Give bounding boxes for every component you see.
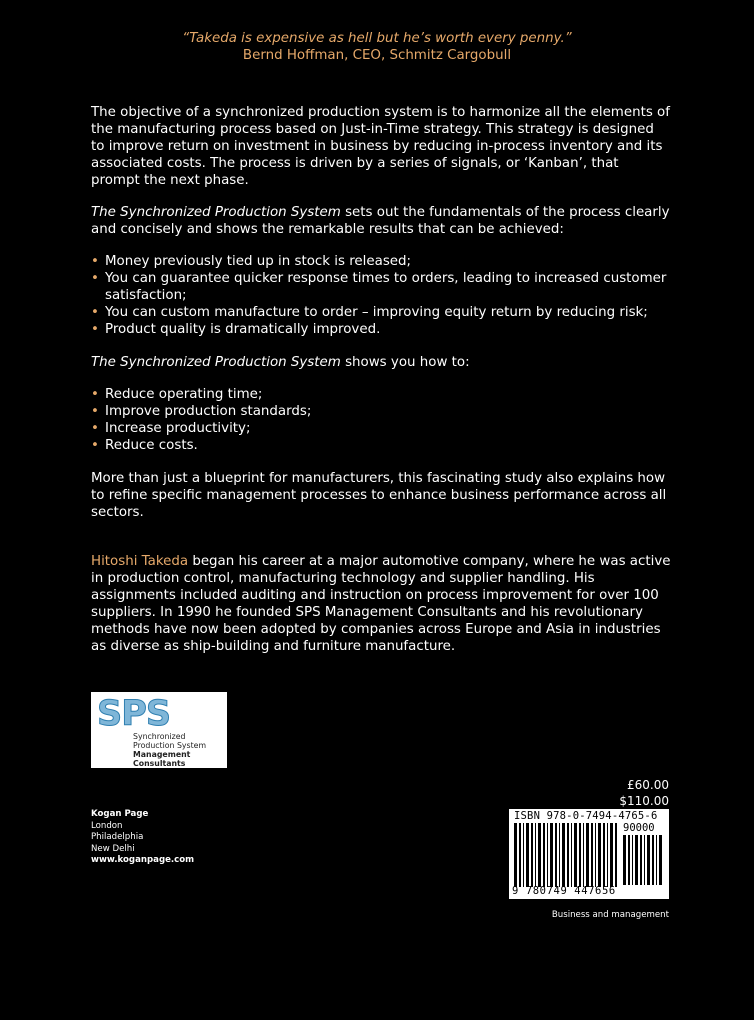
barcode-bar [635,835,638,885]
publisher-city: New Delhi [91,843,135,854]
bullet-icon: • [91,271,99,286]
isbn-label: ISBN 978-0-7494-4765-6 [514,810,658,822]
bullet-icon: • [91,305,99,320]
barcode-bar [659,835,662,885]
barcode-bar [562,823,565,887]
bullet-icon: • [91,387,99,402]
list-item-text: Reduce costs. [105,438,198,453]
barcode-bar [571,823,572,887]
ean-digits: 9 780749 447656 [512,885,616,897]
blurb [91,104,671,670]
barcode-bar [567,823,569,887]
list-item [91,321,671,338]
publisher-city: London [91,820,123,831]
quote-attribution: Bernd Hoffman, CEO, Schmitz Cargobull [242,48,512,63]
barcode-bar [586,823,589,887]
ean-barcode-bars [514,823,620,887]
barcode-bar [523,823,524,887]
barcode-bar [547,823,548,887]
barcode-bar [623,835,626,885]
list-item-text: Money previously tied up in stock is released; [105,254,412,269]
price-usd: $110.00 [619,794,669,808]
barcode-bar [640,835,642,885]
list-item-text: You can guarantee quicker response times to orders, leading to increased customer satisfaction; [105,271,667,303]
list-item [91,420,671,437]
barcode-bar [615,823,617,887]
bullet-icon: • [91,421,99,436]
list-item [91,253,671,270]
bio-text: began his career at a major automotive company, where he was active in production control, manufacturing technology and supplier handling. His assignments included auditing and instruction on process improvement for over 100 suppliers. In 1990 he founded SPS Management Consultants and his revolutionary methods have now been adopted by companies across Europe and Asia in industries as diverse as ship-building and furniture manufacture. [91,554,671,654]
barcode-bar [535,823,536,887]
bullet-icon: • [91,404,99,419]
prices [619,777,669,809]
bullet-icon: • [91,438,99,453]
book-title: The Synchronized Production System [91,205,341,220]
list-item [91,270,671,304]
publisher-info [91,809,194,867]
barcode-bar [591,823,593,887]
barcode-bar [607,823,608,887]
barcode-bar [583,823,584,887]
barcode-bar [647,835,650,885]
barcode-addon-number: 90000 [623,822,655,834]
barcode-bar [610,823,613,887]
list-item-text: Product quality is dramatically improved. [105,322,381,337]
bullet-icon: • [91,254,99,269]
barcode-bar [531,823,533,887]
list-item [91,437,671,454]
author-name: Hitoshi Takeda [91,554,189,569]
endorsement-quote [0,30,754,64]
publisher-url: www.koganpage.com [91,855,195,865]
list-item [91,386,671,403]
barcode-bar [644,835,645,885]
barcode-bar [574,823,577,887]
barcode-bar [656,835,657,885]
barcode-bar [543,823,545,887]
barcode-bar [579,823,581,887]
barcode-bar [559,823,560,887]
list-item-text: Improve production standards; [105,404,312,419]
subject-category: Business and management [551,910,669,920]
publisher-city: Philadelphia [91,832,144,842]
barcode-bar [595,823,596,887]
barcode-bar [652,835,654,885]
closing-paragraph: More than just a blueprint for manufacturers, this fascinating study also explains how to refine specific management processes to enhance business performance across all sectors. [91,471,667,520]
barcode-bar [555,823,557,887]
logo-line-3: Management Consultants [133,750,191,768]
logo-line-1: Synchronized [133,732,186,741]
barcode-bar [603,823,605,887]
list-item-text: You can custom manufacture to order – improving equity return by reducing risk; [105,305,648,320]
barcode-bar [514,823,517,887]
list-item [91,304,671,321]
barcode-bar [519,823,521,887]
addon-barcode-bars [623,835,665,885]
author-bio [91,553,671,655]
barcode-bar [538,823,541,887]
barcode-bar [550,823,553,887]
barcode-bar [526,823,529,887]
fundamentals-text: sets out the fundamentals of the process clearly and concisely and shows the remarkable results that can be achieved: [91,205,670,237]
price-gbp: £60.00 [627,778,669,792]
barcode-bar [632,835,633,885]
how-to-paragraph [91,354,671,371]
barcode [509,809,669,899]
bullet-icon: • [91,322,99,337]
intro-paragraph: The objective of a synchronized production system is to harmonize all the elements of the manufacturing process based on Just-in-Time strategy. This strategy is designed to improve return on investment in business by reducing in-process inventory and its associated costs. The process is driven by a series of signals, or ‘Kanban’, that prompt the next phase. [91,105,670,188]
how-to-list [91,386,671,454]
book-title: The Synchronized Production System [91,355,341,370]
barcode-bar [628,835,630,885]
logo-line-2: Production System [133,741,207,750]
barcode-bar [598,823,601,887]
list-item [91,403,671,420]
fundamentals-paragraph [91,204,671,238]
list-item-text: Increase productivity; [105,421,251,436]
sps-logo [91,692,227,768]
quote-text: “Takeda is expensive as hell but he’s worth every penny.” [182,31,572,46]
how-to-text: shows you how to: [340,355,470,370]
publisher-name: Kogan Page [91,809,149,819]
list-item-text: Reduce operating time; [105,387,263,402]
sps-logo-mark: SPS [97,694,171,734]
results-list [91,253,671,338]
